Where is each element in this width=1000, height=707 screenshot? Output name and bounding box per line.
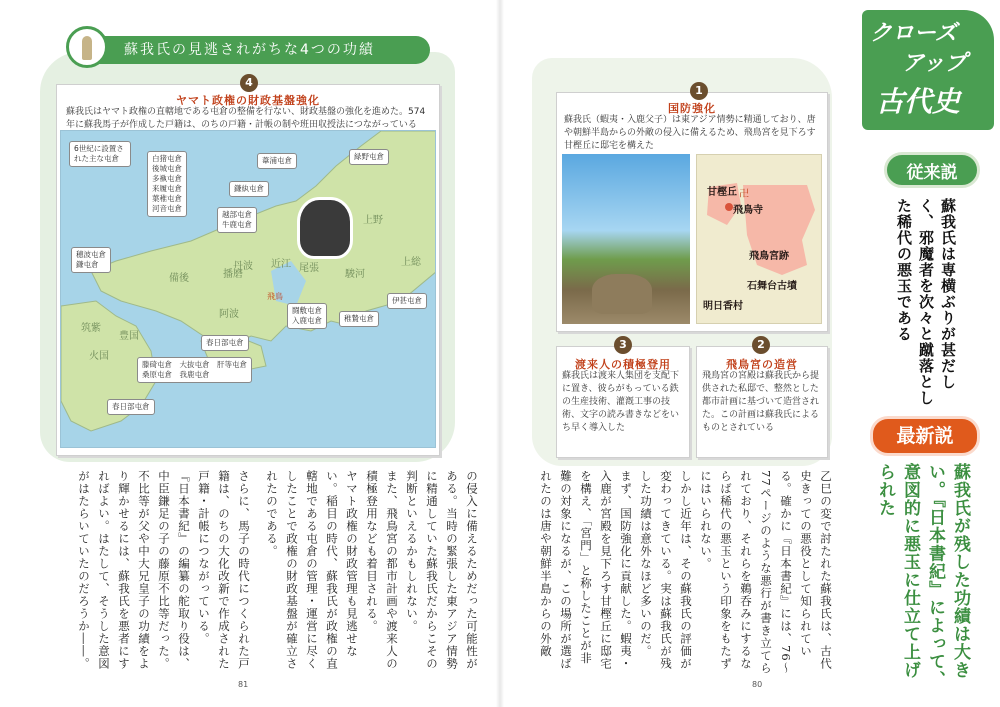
map-tag: 白猪屯倉 後城屯倉 多褹屯倉 来履屯倉 葉稚屯倉 河音屯倉: [147, 151, 187, 217]
card-2-number: 2: [752, 336, 770, 354]
logo-line: クローズ: [870, 21, 957, 46]
region-label: 播磨: [223, 269, 243, 280]
region-label: 火国: [89, 351, 109, 362]
map-tag: 春日部屯倉: [107, 399, 155, 415]
paragraph: さらに、馬子の時代につくられた戸籍は、のちの大化改新で作成された戸籍・計帳につながっている。: [197, 470, 251, 670]
region-label: 近江: [271, 259, 291, 270]
conventional-theory: 蘇我氏は専横ぶりが甚だしく、邪魔者を次々と蹴落とした稀代の悪玉である: [895, 198, 957, 406]
card-3-number: 3: [614, 336, 632, 354]
map-label: 飛鳥寺: [733, 205, 763, 216]
paragraph: 『日本書紀』の編纂の舵取り役は、中臣鎌足の子の藤原不比等だった。不比等が父や中大兄皇子の功績をより輝かせるには、蘇我氏を悪者にすればよい。はたして、そうした意図がはたらいていたのだろうか――。: [77, 470, 191, 670]
right-body-text: [536, 470, 836, 676]
paragraph: また、飛鳥宮の都市計画や渡来人の積極登用なども着目される。: [365, 470, 399, 670]
card-4-title: ヤマト政権の財政基盤強化: [176, 94, 320, 107]
soga-portrait-icon: [297, 197, 353, 259]
map-tag: 稚贄屯倉: [339, 311, 379, 327]
map-label: 飛鳥宮跡: [749, 251, 789, 262]
miyake-map: [60, 130, 436, 448]
map-tag: 伊甚屯倉: [387, 293, 427, 309]
region-label: 上野: [363, 215, 383, 226]
map-tag: 春日部屯倉: [201, 335, 249, 351]
paragraph: ヤマト政権の財政管理も見逃せない。稲目の時代、蘇我氏が政権の直轄地である屯倉の管理・運営に尽くしたことで政権の財政基盤が確立されたのである。: [265, 470, 359, 670]
card-1-number: 1: [690, 82, 708, 100]
page-number: 80: [752, 680, 763, 689]
region-label: 上総: [401, 257, 421, 268]
region-label: 備後: [169, 273, 189, 284]
map-tag: 穂波屯倉 鎌屯倉: [71, 247, 111, 273]
paragraph: まず、国防強化に貢献した。蝦夷・入鹿が宮殿を見下ろす甘樫丘に邸宅を構え、「宮門」と称したことが非難の対象になるが、この場所が選ばれたのは唐や朝鮮半島からの外敵: [539, 470, 633, 670]
region-label: 筑紫: [81, 323, 101, 334]
label-conventional: 従来説: [884, 152, 980, 188]
region-label: 豊国: [119, 331, 139, 342]
close-up-logo: [862, 10, 994, 130]
page-number: 81: [238, 680, 249, 689]
map-tag: 闘敷屯倉 入鹿屯倉: [287, 303, 327, 329]
section-title: 蘇我氏の見逃されがちな4つの功績: [124, 42, 375, 58]
map-label: 甘樫丘: [707, 187, 737, 198]
asuka-map: [696, 154, 822, 324]
temple-icon: 卍: [739, 189, 749, 200]
card-4-number: 4: [240, 74, 258, 92]
map-label: 石舞台古墳: [747, 281, 797, 292]
page-gutter: [496, 0, 504, 707]
map-legend: 6世紀に設置された主な屯倉: [69, 141, 131, 167]
map-tag: 鎌紈屯倉: [229, 181, 269, 197]
logo-line: 古代史: [876, 85, 961, 118]
section-header: [68, 36, 430, 64]
card-4-text: 蘇我氏はヤマト政権の直轄地である屯倉の整備を行ない、財政基盤の強化を進めた。574年に蘇我馬子が作成した戸籍は、のちの戸籍・計帳の制や班田収授法につながっている: [66, 107, 426, 130]
logo-line: アップ: [902, 51, 967, 76]
paragraph: の侵入に備えるためだった可能性がある。当時の緊張した東アジア情勢に精通していた蘇我氏だからこその判断といえるかもしれない。: [405, 470, 479, 670]
statue-icon: [66, 26, 108, 68]
label-latest: 最新説: [870, 416, 980, 456]
left-body-text-2: [14, 470, 254, 676]
map-label: 明日香村: [703, 301, 743, 312]
map-tag: 緑野屯倉: [349, 149, 389, 165]
paragraph: 乙巳の変で討たれた蘇我氏は、古代史きっての悪役として知られている。確かに『日本書紀』には、76〜77ページのような悪行が書き立てられており、それらを鵜呑みにするならば稀代の悪玉という印象をもたずにはいられない。: [699, 470, 833, 675]
map-tag: 越部屯倉 牛鹿屯倉: [217, 207, 257, 233]
paragraph: しかし近年は、その蘇我氏の評価が変わってきている。実は蘇我氏が残した功績は意外なほど多いのだ。: [639, 470, 693, 670]
card-1-text: 蘇我氏（蝦夷・入鹿父子）は東アジア情勢に精通しており、唐や朝鮮半島からの外敵の侵入に備えるため、飛鳥宮を見下ろす甘樫丘に邸宅を構えた: [564, 115, 816, 151]
map-tag: 滕碕屯倉 大抜屯倉 肝等屯倉 桑原屯倉 我鹿屯倉: [137, 357, 252, 383]
card-1-title: 国防強化: [668, 102, 716, 115]
left-body-text: [260, 470, 482, 676]
card-2-title: 飛鳥宮の造営: [726, 358, 798, 371]
region-label: 飛鳥: [267, 292, 283, 301]
card-3-title: 渡来人の積極登用: [575, 358, 671, 371]
card-3-text: 蘇我氏は渡来人集団を支配下に置き、彼らがもっている鉄の生産技術、灌漑工事の技術、文字の読み書きなどをいち早く導入した: [562, 371, 680, 433]
stone-icon: [592, 274, 652, 314]
card-2-text: 飛鳥宮の宮殿は蘇我氏から提供された私邸で、整然とした都市計画に基づいて造営された。この計画は蘇我氏によるものとされている: [702, 371, 820, 433]
region-label: 尾張: [299, 263, 319, 274]
region-label: 丹波: [233, 261, 253, 272]
amakashi-photo: [562, 154, 690, 324]
map-tag: 葦浦屯倉: [257, 153, 297, 169]
latest-theory: 蘇我氏が残した功績は大きい。『日本書紀』によって、意図的に悪玉に仕立て上げられた: [875, 463, 970, 689]
region-label: 駿河: [345, 269, 365, 280]
region-label: 阿波: [219, 309, 239, 320]
